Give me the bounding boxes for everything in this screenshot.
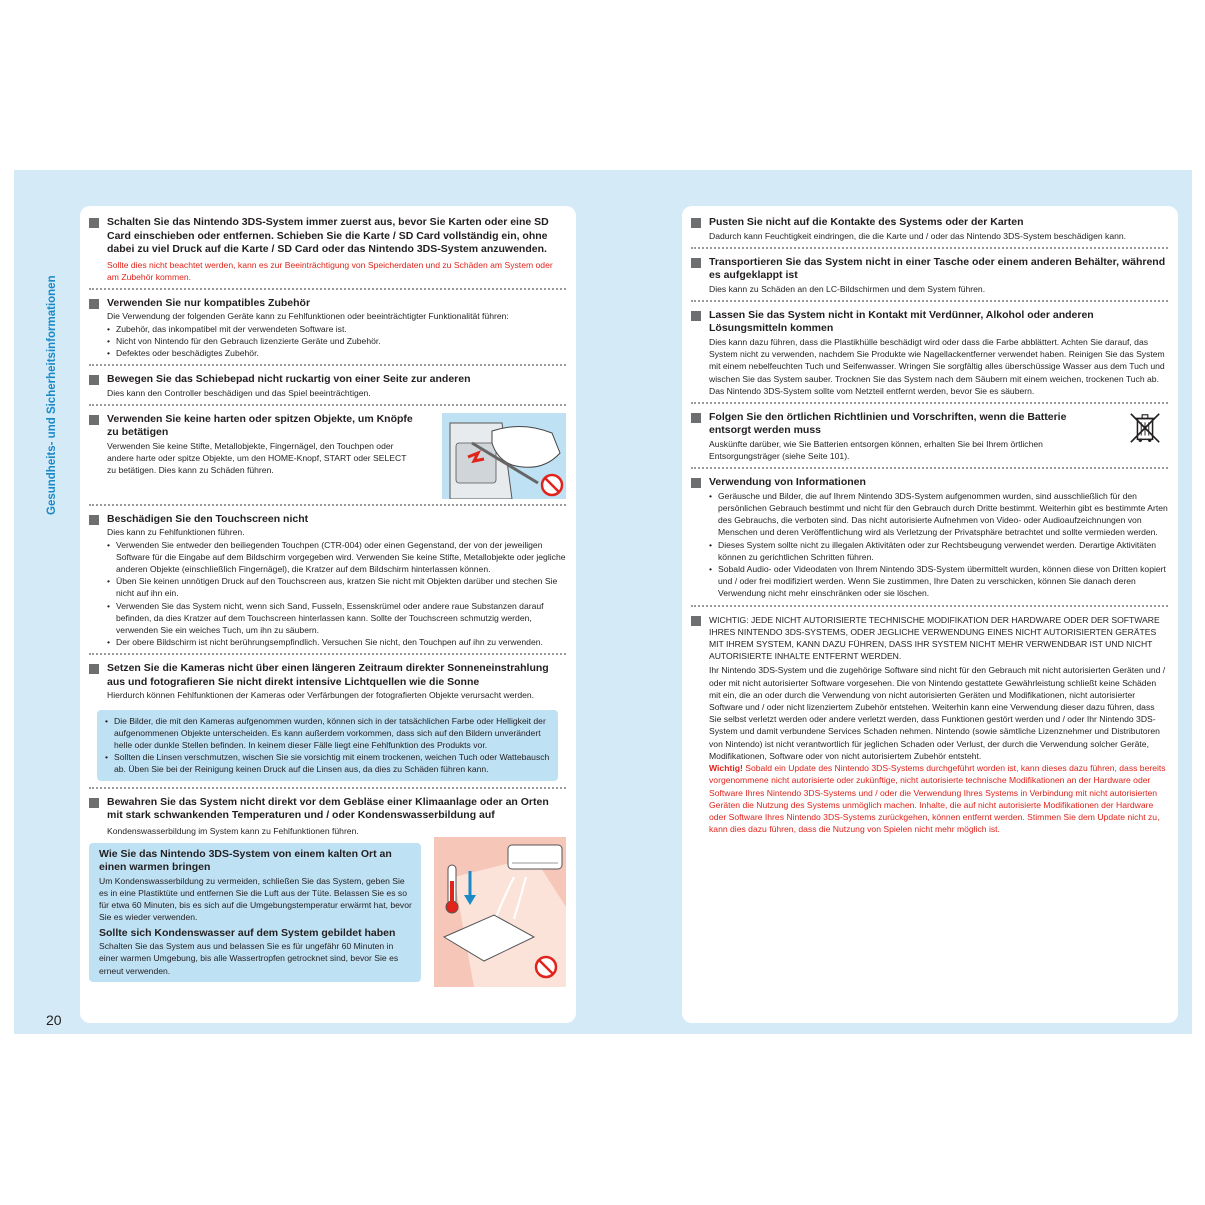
- section-text: Dadurch kann Feuchtigkeit eindringen, die die Karte und / oder das Nintendo 3DS-System beschädigen kann.: [709, 230, 1127, 241]
- section-text: Verwenden Sie keine Stifte, Metallobjekte, Fingernägel, den Touchpen oder andere harte oder spitze Objekte, um den HOME-Knopf, START oder SELECT zu betätigen. Dies kann zu Schäden führen.: [107, 440, 407, 476]
- condensation-info-box: [89, 843, 421, 982]
- divider: [691, 247, 1168, 249]
- divider: [89, 787, 566, 789]
- bullet-list: [709, 490, 1168, 600]
- box-heading: Sollte sich Kondenswasser auf dem System gebildet haben: [99, 926, 396, 939]
- section-title: Verwenden Sie keine harten oder spitzen Objekte, um Knöpfe zu betätigen: [107, 412, 413, 439]
- button-illustration: [442, 413, 566, 499]
- divider: [89, 404, 566, 406]
- box-heading: Wie Sie das Nintendo 3DS-System von einem kalten Ort an einen warmen bringen: [99, 847, 392, 874]
- list-item: • Zubehör, das inkompatibel mit der verwendeten Software ist.: [107, 323, 566, 335]
- section-title: Beschädigen Sie den Touchscreen nicht: [107, 512, 309, 525]
- section-slide-pad: [89, 373, 566, 399]
- section-title: Pusten Sie nicht auf die Kontakte des Systems oder der Karten: [709, 216, 1024, 228]
- side-title: Gesundheits- und Sicherheitsinformationen: [46, 275, 58, 515]
- section-information-use: [691, 476, 1168, 599]
- right-page: [682, 206, 1178, 1023]
- section-title: Verwenden Sie nur kompatibles Zubehör: [107, 296, 311, 309]
- section-compatible-accessories: [89, 297, 566, 359]
- section-battery-disposal: [691, 411, 1168, 462]
- divider: [89, 364, 566, 366]
- section-text: Dies kann zu Schäden an den LC-Bildschirmen und dem System führen.: [709, 283, 986, 294]
- air-conditioner-illustration: [434, 837, 566, 987]
- divider: [691, 402, 1168, 404]
- list-item: • Die Bilder, die mit den Kameras aufgenommen wurden, können sich in der tatsächlichen Farbe oder Helligkeit der aufgenommenen Objekte unterscheiden. Es kann außerdem vorkommen, dass sich auf den Bildern unverändert helle oder dunkle Stellen befinden. In keinem dieser Fälle liegt eine Fehlfunktion des Produkts vor.: [105, 715, 550, 752]
- list-item: • Sollten die Linsen verschmutzen, wischen Sie sie vorsichtig mit einem trockenen, weichen Tuch oder Wattebausch ab. Üben Sie bei der Reinigung keinen Druck auf die Linsen aus, da dies zu Schäden führen kann.: [105, 751, 550, 775]
- section-title: Setzen Sie die Kameras nicht über einen längeren Zeitraum direkter Sonneneinstrahlung aus und fotografieren Sie nicht direkt intensive Lichtquellen wie die Sonne: [107, 662, 549, 688]
- box-text: Um Kondenswasserbildung zu vermeiden, schließen Sie das System, geben Sie es in eine Plastiktüte und entfernen Sie die Luft aus der Tüte. Belassen Sie es so für etwa 60 Minuten, bis es sich auf die Umgebungstemperatur erwärmt hat, bevor Sie es wieder verwenden.: [99, 875, 412, 923]
- divider: [691, 300, 1168, 302]
- section-text: Die Verwendung der folgenden Geräte kann zu Fehlfunktionen oder beeinträchtigter Funktionalität führen:: [107, 311, 509, 322]
- divider: [691, 605, 1168, 607]
- section-cameras: [89, 662, 566, 701]
- crossed-bin-icon: [1128, 411, 1162, 445]
- section-text: Ihr Nintendo 3DS-System und die zugehörige Software sind nicht für den Gebrauch mit nicht autorisierten Geräten und / oder mit nicht autorisierter Software vorgesehen. Die von Nintendo gestattete Gewährleistung schließt keine Schäden mit ein, die an oder durch die Verwendung von nicht autorisierten Geräten und Modifikationen, nicht autorisierter Software und / oder nicht lizenziertem Zubehör entstehen. Weiterhin kann eine Verwendung dieser dazu führen, dass Sie selbst verletzt werden oder andere verletzt werden, dass Funktionen gestört werden und / oder Ihr Nintendo 3DS-System und damit verbundene Services Schaden nehmen. Nintendo (sowie sämtliche Lizenznehmer und Distributoren von Nintendo) ist nicht verantwortlich für jeglichen Schaden oder Verlust, der durch die Verwendung solcher Geräte, Modifikationen, Software oder von nicht autorisiertem Zubehör entsteht.: [709, 665, 1166, 761]
- section-title: Bewegen Sie das Schiebepad nicht ruckartig von einer Seite zur anderen: [107, 373, 471, 386]
- list-item: • Der obere Bildschirm ist nicht berührungsempfindlich. Versuchen Sie nicht, den Touchpen auf ihn zu verwenden.: [107, 636, 566, 648]
- list-item: • Defektes oder beschädigtes Zubehör.: [107, 347, 566, 359]
- section-title: Schalten Sie das Nintendo 3DS-System immer zuerst aus, bevor Sie Karten oder eine SD Card einschieben oder entfernen. Schieben Sie die Karte / SD Card vollständig ein, ohne dabei zu viel Druck auf die Karte / SD Card oder das Nintendo 3DS-System anzuwenden.: [107, 216, 549, 255]
- divider: [691, 467, 1168, 469]
- list-item: • Dieses System sollte nicht zu illegalen Aktivitäten oder zur Rechtsbeugung verwendet werden. Derartige Aktivitäten können zu gerichtlichen Schritten führen.: [709, 539, 1168, 563]
- section-contacts: [691, 216, 1168, 242]
- section-condensation: [89, 796, 566, 985]
- box-text: Schalten Sie das System aus und belassen Sie es für ungefähr 60 Minuten in einer warmen Umgebung, bis alle Wassertropfen getrocknet sind, bevor Sie es erneut verwenden.: [99, 941, 399, 976]
- bullet-list: [107, 539, 566, 649]
- bullet-list: [105, 715, 550, 776]
- section-title: Lassen Sie das System nicht in Kontakt mit Verdünner, Alkohol oder anderen Lösungsmitteln kommen: [709, 308, 1094, 335]
- important-text: Sobald ein Update des Nintendo 3DS-Systems durchgeführt worden ist, kann dieses dazu führen, dass bereits vorgenommene nicht autorisierte oder zukünftige, nicht autorisierte technische Modifikationen an der Hardware oder Software Ihres Nintendo 3DS-Systems und / oder die Verwendung Ihres Systems in Verbindung mit nicht autorisierten Geräten die Nutzung des Systems unmöglich machen. Inhalte, die auf nicht autorisierte Modifikationen der Hardware oder Software Ihres Nintendo 3DS-Systems zurückgehen, können entfernt werden. Stimmen Sie dem Update nicht zu, kann dies dazu führen, dass die Nutzung von Spielen nicht mehr möglich ist.: [709, 763, 1166, 835]
- section-important-modification: [691, 614, 1168, 836]
- bullet-list: [107, 323, 566, 360]
- section-touchscreen: [89, 513, 566, 649]
- important-label: Wichtig!: [709, 763, 743, 774]
- list-item: • Üben Sie keinen unnötigen Druck auf den Touchscreen aus, kratzen Sie nicht mit Objekten darüber und stechen Sie nicht auf ihn ein.: [107, 575, 566, 599]
- section-text: Dies kann dazu führen, dass die Plastikhülle beschädigt wird oder dass die Farbe abblättert. Achten Sie darauf, das System nicht zu verwenden, nachdem Sie Produkte wie Nagellackentferner verwendet haben. Reinigen Sie das System mit einem nebelfeuchten Tuch und Seifenwasser. Wringen Sie sorgfältig alles überschüssige Wasser aus dem Tuch und wischen Sie das System sauber. Trocknen Sie das System nach dem Säubern mit einem weichen, trockenen Tuch ab. Das Nintendo 3DS-System sollte vom Netzteil entfernt werden, bevor Sie es säubern.: [709, 336, 1165, 396]
- divider: [89, 288, 566, 290]
- section-text: Auskünfte darüber, wie Sie Batterien entsorgen können, erhalten Sie bei Ihrem örtlichen Entsorgungsträger (siehe Seite 101).: [709, 438, 1043, 462]
- section-text: Dies kann den Controller beschädigen und das Spiel beeinträchtigen.: [107, 387, 371, 398]
- section-title: Verwendung von Informationen: [709, 476, 866, 489]
- list-item: • Geräusche und Bilder, die auf Ihrem Nintendo 3DS-System aufgenommen wurden, sind ausschließlich für den persönlichen Gebrauch bestimmt und nicht für den Gebrauch durch Dritte bestimmt. Weiterhin gibt es bestimmte Arten des Gebrauchs, die verboten sind. Das nicht autorisierte Aufnehmen von Video- oder Audioaufzeichnungen von Menschen und deren Veröffentlichung wird als Verletzung der Privatsphäre betrachtet und sollte vermieden werden.: [709, 490, 1168, 539]
- divider: [89, 653, 566, 655]
- section-solvents: [691, 309, 1168, 397]
- list-item: • Nicht von Nintendo für den Gebrauch lizenzierte Geräte und Zubehör.: [107, 335, 566, 347]
- left-page: [80, 206, 576, 1023]
- caps-warning: WICHTIG: JEDE NICHT AUTORISIERTE TECHNISCHE MODIFIKATION DER HARDWARE ODER DER SOFTWARE IHRES NINTENDO 3DS-SYSTEMS, ODER JEGLICHE VERWENDUNG EINES NICHT AUTORISIERTEN GERÄTES MIT IHREM SYSTEM, KANN DAZU FÜHREN, DASS IHR SYSTEM NICHT MEHR VERWENDBAR IST UND NICHT AUTORISIERTE INHALTE ENTFERNT WERDEN.: [709, 614, 1160, 662]
- section-text: Dies kann zu Fehlfunktionen führen.: [107, 527, 245, 538]
- divider: [89, 504, 566, 506]
- list-item: • Sobald Audio- oder Videodaten von Ihrem Nintendo 3DS-System übermittelt wurden, können diese von Dritten kopiert und / oder frei modifiziert werden. Wenn Sie zustimmen, Ihre Daten zu verschicken, können Sie danach deren Verwendung nicht mehr einschränken oder sie löschen.: [709, 563, 1168, 600]
- section-text: Hierdurch können Fehlfunktionen der Kameras oder Verfärbungen der fotografierten Objekte verursacht werden.: [107, 690, 535, 701]
- camera-info-box: [97, 710, 558, 781]
- section-transport: [691, 256, 1168, 295]
- section-power-off: [89, 216, 566, 283]
- page-number: 20: [46, 1012, 62, 1028]
- list-item: • Verwenden Sie das System nicht, wenn sich Sand, Fusseln, Essenskrümel oder andere raue Substanzen darauf befinden, da dies Kratzer auf dem Touchscreen hinterlassen kann. Sollte der Touchscreen schmutzig werden, verwenden Sie ein weiches Tuch, um ihn zu säubern.: [107, 600, 566, 637]
- section-title: Folgen Sie den örtlichen Richtlinien und Vorschriften, wenn die Batterie entsorgt werden muss: [709, 410, 1067, 437]
- warning-note: Sollte dies nicht beachtet werden, kann es zur Beeinträchtigung von Speicherdaten und zu Schäden am System oder am Zubehör kommen.: [107, 259, 553, 282]
- section-title: Bewahren Sie das System nicht direkt vor dem Gebläse einer Klimaanlage oder an Orten mit stark schwankenden Temperaturen und / oder Kondenswasserbildung auf: [107, 795, 549, 822]
- section-title: Transportieren Sie das System nicht in einer Tasche oder einem anderen Behälter, während es aufgeklappt ist: [709, 255, 1166, 282]
- list-item: • Verwenden Sie entweder den beiliegenden Touchpen (CTR-004) oder einen Gegenstand, der von der jeweiligen Software für die Eingabe auf dem Bildschirm vorgegeben wird. Verwenden Sie keine Stifte, Metallobjekte oder jegliche anderen Objekte (einschließlich Fingernägel), die Kratzer auf dem Bildschirm hinterlassen können.: [107, 539, 566, 576]
- section-hard-objects: [89, 413, 566, 499]
- section-text: Kondenswasserbildung im System kann zu Fehlfunktionen führen.: [107, 825, 359, 836]
